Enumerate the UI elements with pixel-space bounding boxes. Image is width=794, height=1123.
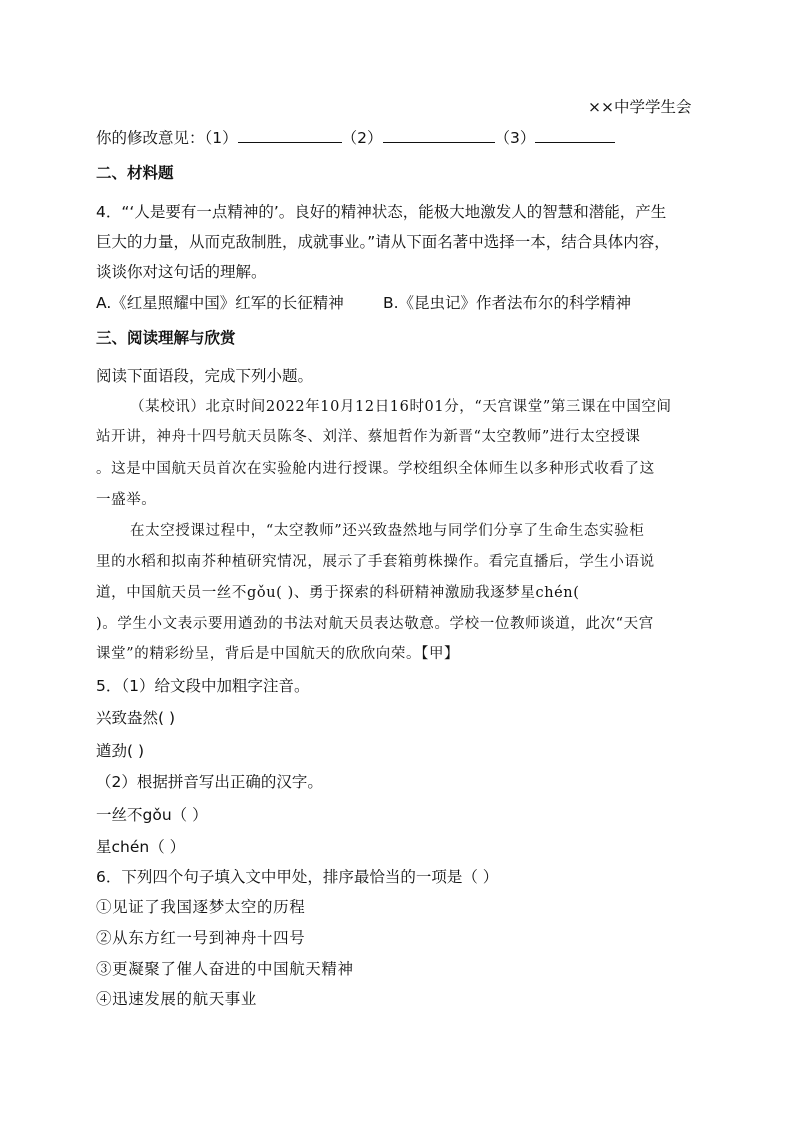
- revision-line: [96, 127, 615, 149]
- passage-line-3: 。这是中国航天员首次在实验舱内进行授课。学校组织全体师生以多种形式收看了这: [96, 461, 655, 477]
- q5-item-3: 一丝不gǒu（ ）: [96, 806, 208, 824]
- q6-option-4: ④迅速发展的航天事业: [96, 990, 258, 1008]
- q6-option-2: ②从东方红一号到神舟十四号: [96, 929, 306, 947]
- signature: ××中学学生会: [588, 98, 692, 116]
- section2-heading: 二、材料题: [96, 164, 174, 182]
- q5-item-4: 星chén（ ）: [96, 838, 186, 856]
- reading-intro: 阅读下面语段，完成下列小题。: [96, 367, 314, 385]
- passage-line-2: 站开讲，神舟十四号航天员陈冬、刘洋、蔡旭哲作为新晋“太空教师”进行太空授课: [96, 429, 641, 445]
- q6-option-3: ③更凝聚了催人奋进的中国航天精神: [96, 960, 354, 978]
- passage-line-5: 在太空授课过程中，“太空教师”还兴致盎然地与同学们分享了生命生态实验柜: [130, 523, 645, 539]
- revision-label-2: （2）: [341, 129, 383, 147]
- q5-title: 5．（1）给文段中加粗字注音。: [96, 677, 310, 695]
- q5-item-1: 兴致盎然( ): [96, 709, 176, 727]
- q4-option-b: B.《昆虫记》作者法布尔的科学精神: [383, 294, 632, 312]
- revision-prefix: 你的修改意见：: [96, 129, 205, 147]
- q6-option-1: ①见证了我国逐梦太空的历程: [96, 898, 306, 916]
- q4-line-1: 4．“‘人是要有一点精神的’。良好的精神状态，能极大地激发人的智慧和潜能，产生: [96, 203, 667, 221]
- passage-line-7: 道，中国航天员一丝不gǒu( )、勇于探索的科研精神激励我逐梦星chén(: [96, 585, 580, 601]
- passage-line-1: （某校讯）北京时间2022年10月12日16时01分，“天宫课堂”第三课在中国空间: [130, 399, 672, 415]
- passage-line-4: 一盛举。: [96, 492, 157, 508]
- revision-blank-3[interactable]: [535, 127, 615, 143]
- passage-line-8: )。学生小文表示要用遒劲的书法对航天员表达敬意。学校一位教师谈道，此次“天宫: [96, 616, 654, 632]
- q4-line-2: 巨大的力量，从而克敌制胜，成就事业。”请从下面名著中选择一本，结合具体内容，: [96, 233, 670, 251]
- q4-line-3: 谈谈你对这句话的理解。: [96, 263, 267, 281]
- passage-line-6: 里的水稻和拟南芥种植研究情况，展示了手套箱剪株操作。看完直播后，学生小语说: [96, 554, 655, 570]
- q5-sub-2: （2）根据拼音写出正确的汉字。: [96, 773, 323, 791]
- revision-label-3: （3）: [494, 129, 536, 147]
- revision-blank-2[interactable]: [383, 127, 495, 143]
- q6-title: 6．下列四个句子填入文中甲处，排序最恰当的一项是（ ）: [96, 868, 499, 886]
- passage-line-9: 课堂”的精彩纷呈，背后是中国航天的欣欣向荣。【甲】: [96, 646, 460, 662]
- q4-option-a: A.《红星照耀中国》红军的长征精神: [96, 294, 344, 312]
- section3-heading: 三、阅读理解与欣赏: [96, 329, 236, 347]
- q5-item-2: 遒劲( ): [96, 742, 145, 760]
- revision-blank-1[interactable]: [238, 127, 342, 143]
- revision-label-1: （1）: [204, 129, 238, 147]
